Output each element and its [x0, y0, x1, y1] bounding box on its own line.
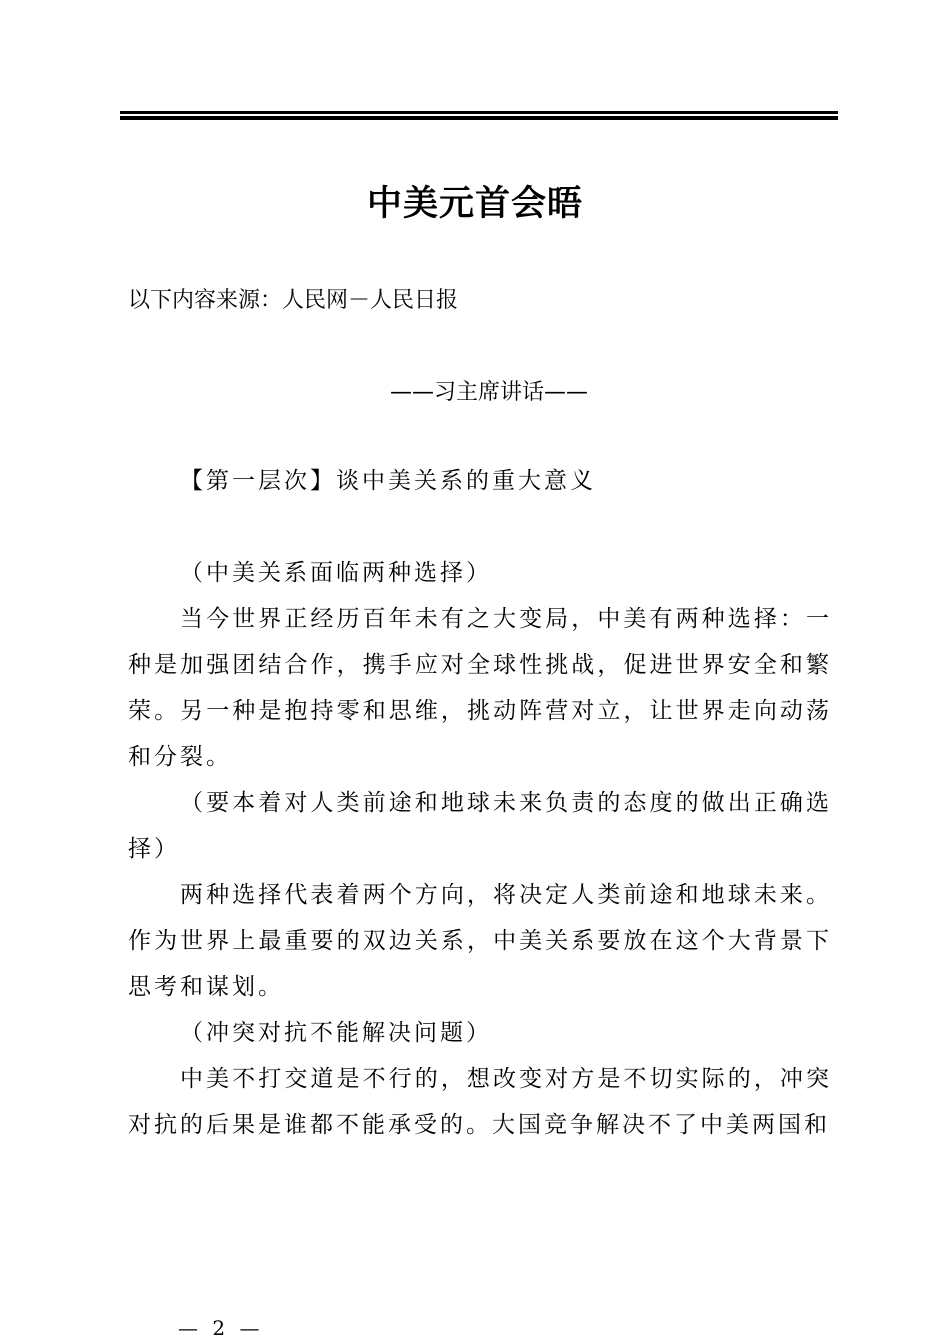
subheading-2: （要本着对人类前途和地球未来负责的态度的做出正确选择）: [128, 790, 832, 862]
header-rule-thick: [120, 116, 838, 120]
header-rule-thin: [120, 111, 838, 114]
page-number: — 2 —: [178, 1316, 264, 1340]
source-line: 以下内容来源：人民网－人民日报: [128, 288, 459, 313]
document-title: 中美元首会晤: [366, 183, 583, 224]
paragraph-1: 当今世界正经历百年未有之大变局，中美有两种选择：一种是加强团结合作，携手应对全球性挑战，促进世界安全和繁荣。另一种是抱持零和思维，挑动阵营对立，让世界走向动荡和分裂。: [128, 606, 832, 770]
paragraph-3: 中美不打交道是不行的，想改变对方是不切实际的，冲突对抗的后果是谁都不能承受的。大国竞争解决不了中美两国和: [128, 1066, 832, 1138]
section-heading: 【第一层次】谈中美关系的重大意义: [180, 468, 596, 494]
paragraph-2: 两种选择代表着两个方向，将决定人类前途和地球未来。作为世界上最重要的双边关系，中美关系要放在这个大背景下思考和谋划。: [128, 882, 832, 1000]
subheading-1: （中美关系面临两种选择）: [180, 560, 492, 586]
subheading-3: （冲突对抗不能解决问题）: [180, 1020, 492, 1046]
speech-label: ——习主席讲话——: [390, 380, 589, 405]
